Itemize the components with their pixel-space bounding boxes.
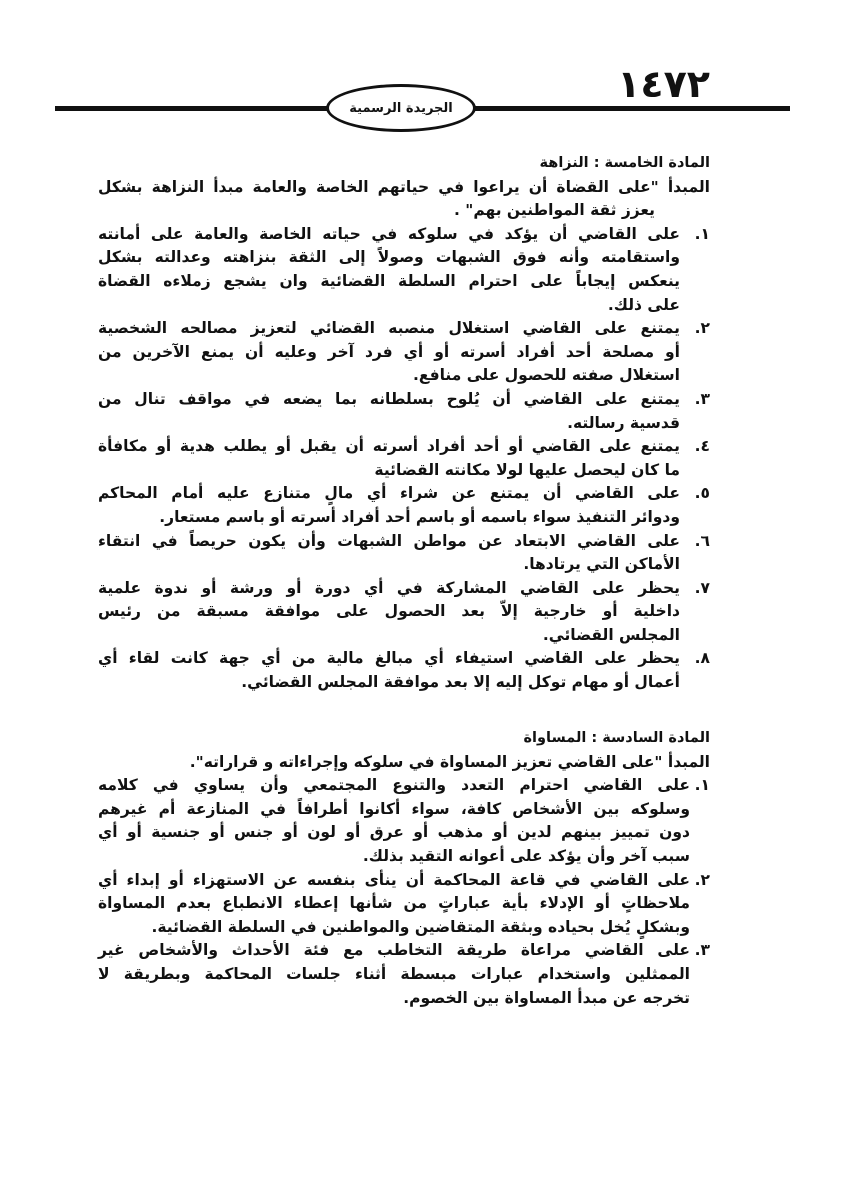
item-number: ٧. [694,578,710,597]
item-line: على القاضي أن يؤكد في سلوكه في حياته الخاصة والعامة على أمانته [98,224,680,243]
list-item [98,435,710,482]
list-item [98,530,710,577]
item-line: يمتنع على القاضي أو أحد أفراد أسرته أن يقبل أو يطلب هدية أو مكافأة [98,437,680,456]
list-item [98,774,710,868]
page-number: ١٤٧٢ [617,62,710,106]
item-line: الممثلين واستخدام عبارات مبسطة أثناء جلسات المحاكمة وبطريقة لا [98,964,690,983]
item-line: يمتنع على القاضي أن يُلوح بسلطانه بما يضعه في مواقف تنال من [98,389,680,408]
item-text [98,317,680,388]
item-text [98,435,680,482]
item-text [98,577,680,648]
article-heading: المادة السادسة : المساواة [523,730,710,746]
item-line: واستقامته وأنه فوق الشبهات وصولاً إلى الثقة بنزاهته وعدالته بشكل [98,248,680,267]
gazette-masthead-oval [326,84,476,132]
item-number: ٣. [694,941,710,960]
item-line: داخلية أو خارجية إلاّ بعد الحصول على موافقة مسبقة من رئيس [98,602,680,621]
item-line: يحظر على القاضي استيفاء أي مبالغ مالية من أي جهة كانت لقاء أي [98,649,680,668]
principle-line: المبدأ "على القاضي تعزيز المساواة في سلوكه وإجراءاته و قراراته". [189,752,710,771]
article-six-equality [98,727,710,1010]
item-line: المجلس القضائي. [542,625,680,644]
item-number: ٢. [694,870,710,889]
item-line: ودوائر التنفيذ سواء باسمه أو باسم أحد أفراد أسرته أو باسم مستعار. [159,507,680,526]
list-item [98,869,710,940]
item-line: يحظر على القاضي المشاركة في أي دورة أو ورشة أو ندوة علمية [98,578,680,597]
principle-line: يعزز ثقة المواطنين بهم" . [453,201,655,220]
article-five-integrity [98,152,710,695]
principle-statement [98,751,710,775]
item-line: ملاحظاتٍ أو الإدلاء بأية عباراتٍ من شأنها إعطاء الانطباع بعدم المساواة [98,894,690,913]
item-line: وبشكلٍ يُخل بحياده وبثقة المتقاضين والمواطنين في السلطة القضائية. [151,917,690,936]
list-item [98,317,710,388]
list-item [98,482,710,529]
list-item [98,577,710,648]
item-number: ٢. [694,319,710,338]
item-line: تخرجه عن مبدأ المساواة بين الخصوم. [403,988,690,1007]
item-line: على القاضي في قاعة المحاكمة أن ينأى بنفسه عن الاستهزاء أو إبداء أي [98,870,690,889]
item-text [98,530,680,577]
principle-line: المبدأ "على القضاة أن يراعوا في حياتهم الخاصة والعامة مبدأ النزاهة بشكل [98,177,710,196]
list-item [98,388,710,435]
item-line: أعمال أو مهام توكل إليه إلا بعد موافقة المجلس القضائي. [241,673,680,692]
item-line: على القاضي احترام التعدد والتنوع المجتمعي وأن يساوي في كلامه [98,776,690,795]
item-line: ما كان ليحصل عليها لولا مكانته القضائية [374,460,680,479]
item-line: يمتنع على القاضي استغلال منصبه القضائي لتعزيز مصالحه الشخصية [98,319,680,338]
article-heading: المادة الخامسة : النزاهة [539,155,710,171]
item-number: ٨. [694,649,710,668]
item-line: على القاضي الابتعاد عن مواطن الشبهات وأن يكون حريصاً في انتقاء [98,531,680,550]
list-item [98,223,710,317]
item-line: استغلال صفته للحصول على منافع. [412,366,680,385]
list-item [98,939,710,1010]
item-line: سبب آخر وأن يؤكد على أعوانه التقيد بذلك. [362,846,690,865]
item-line: دون تمييز بينهم لدين أو مذهب أو عرق أو لون أو جنس أو جنسية أو أي [98,823,690,842]
item-number: ٣. [694,389,710,408]
item-number: ٤. [694,437,710,456]
item-line: على ذلك. [607,295,680,314]
principle-statement [98,176,710,223]
item-text [98,482,680,529]
item-text [98,223,680,317]
item-line: وسلوكه بين الأشخاص كافة، سواء أكانوا أطرافاً في المنازعة أم غيرهم [98,799,690,818]
item-number: ١. [694,224,710,243]
item-text [98,647,680,694]
item-line: أو مصلحة أحد أفراد أسرته أو أي فرد آخر وعليه أن يمنع الآخرين من [98,342,680,361]
list-item [98,647,710,694]
item-text [98,774,690,868]
item-line: على القاضي أن يمتنع عن شراء أي مالٍ متنازع عليه أمام المحاكم [98,484,680,503]
item-line: ينعكس إيجاباً على احترام السلطة القضائية وان يشجع زملاءه القضاة [98,271,680,290]
publication-title: الجريدة الرسمية [349,100,453,116]
item-number: ١. [694,776,710,795]
item-line: على القاضي مراعاة طريقة التخاطب مع فئة الأحداث والأشخاص غير [98,941,690,960]
item-line: قدسية رسالته. [567,413,680,432]
item-number: ٥. [694,484,710,503]
item-line: الأماكن التي يرتادها. [523,555,680,574]
item-number: ٦. [694,531,710,550]
item-text [98,388,680,435]
item-text [98,869,690,940]
item-text [98,939,690,1010]
